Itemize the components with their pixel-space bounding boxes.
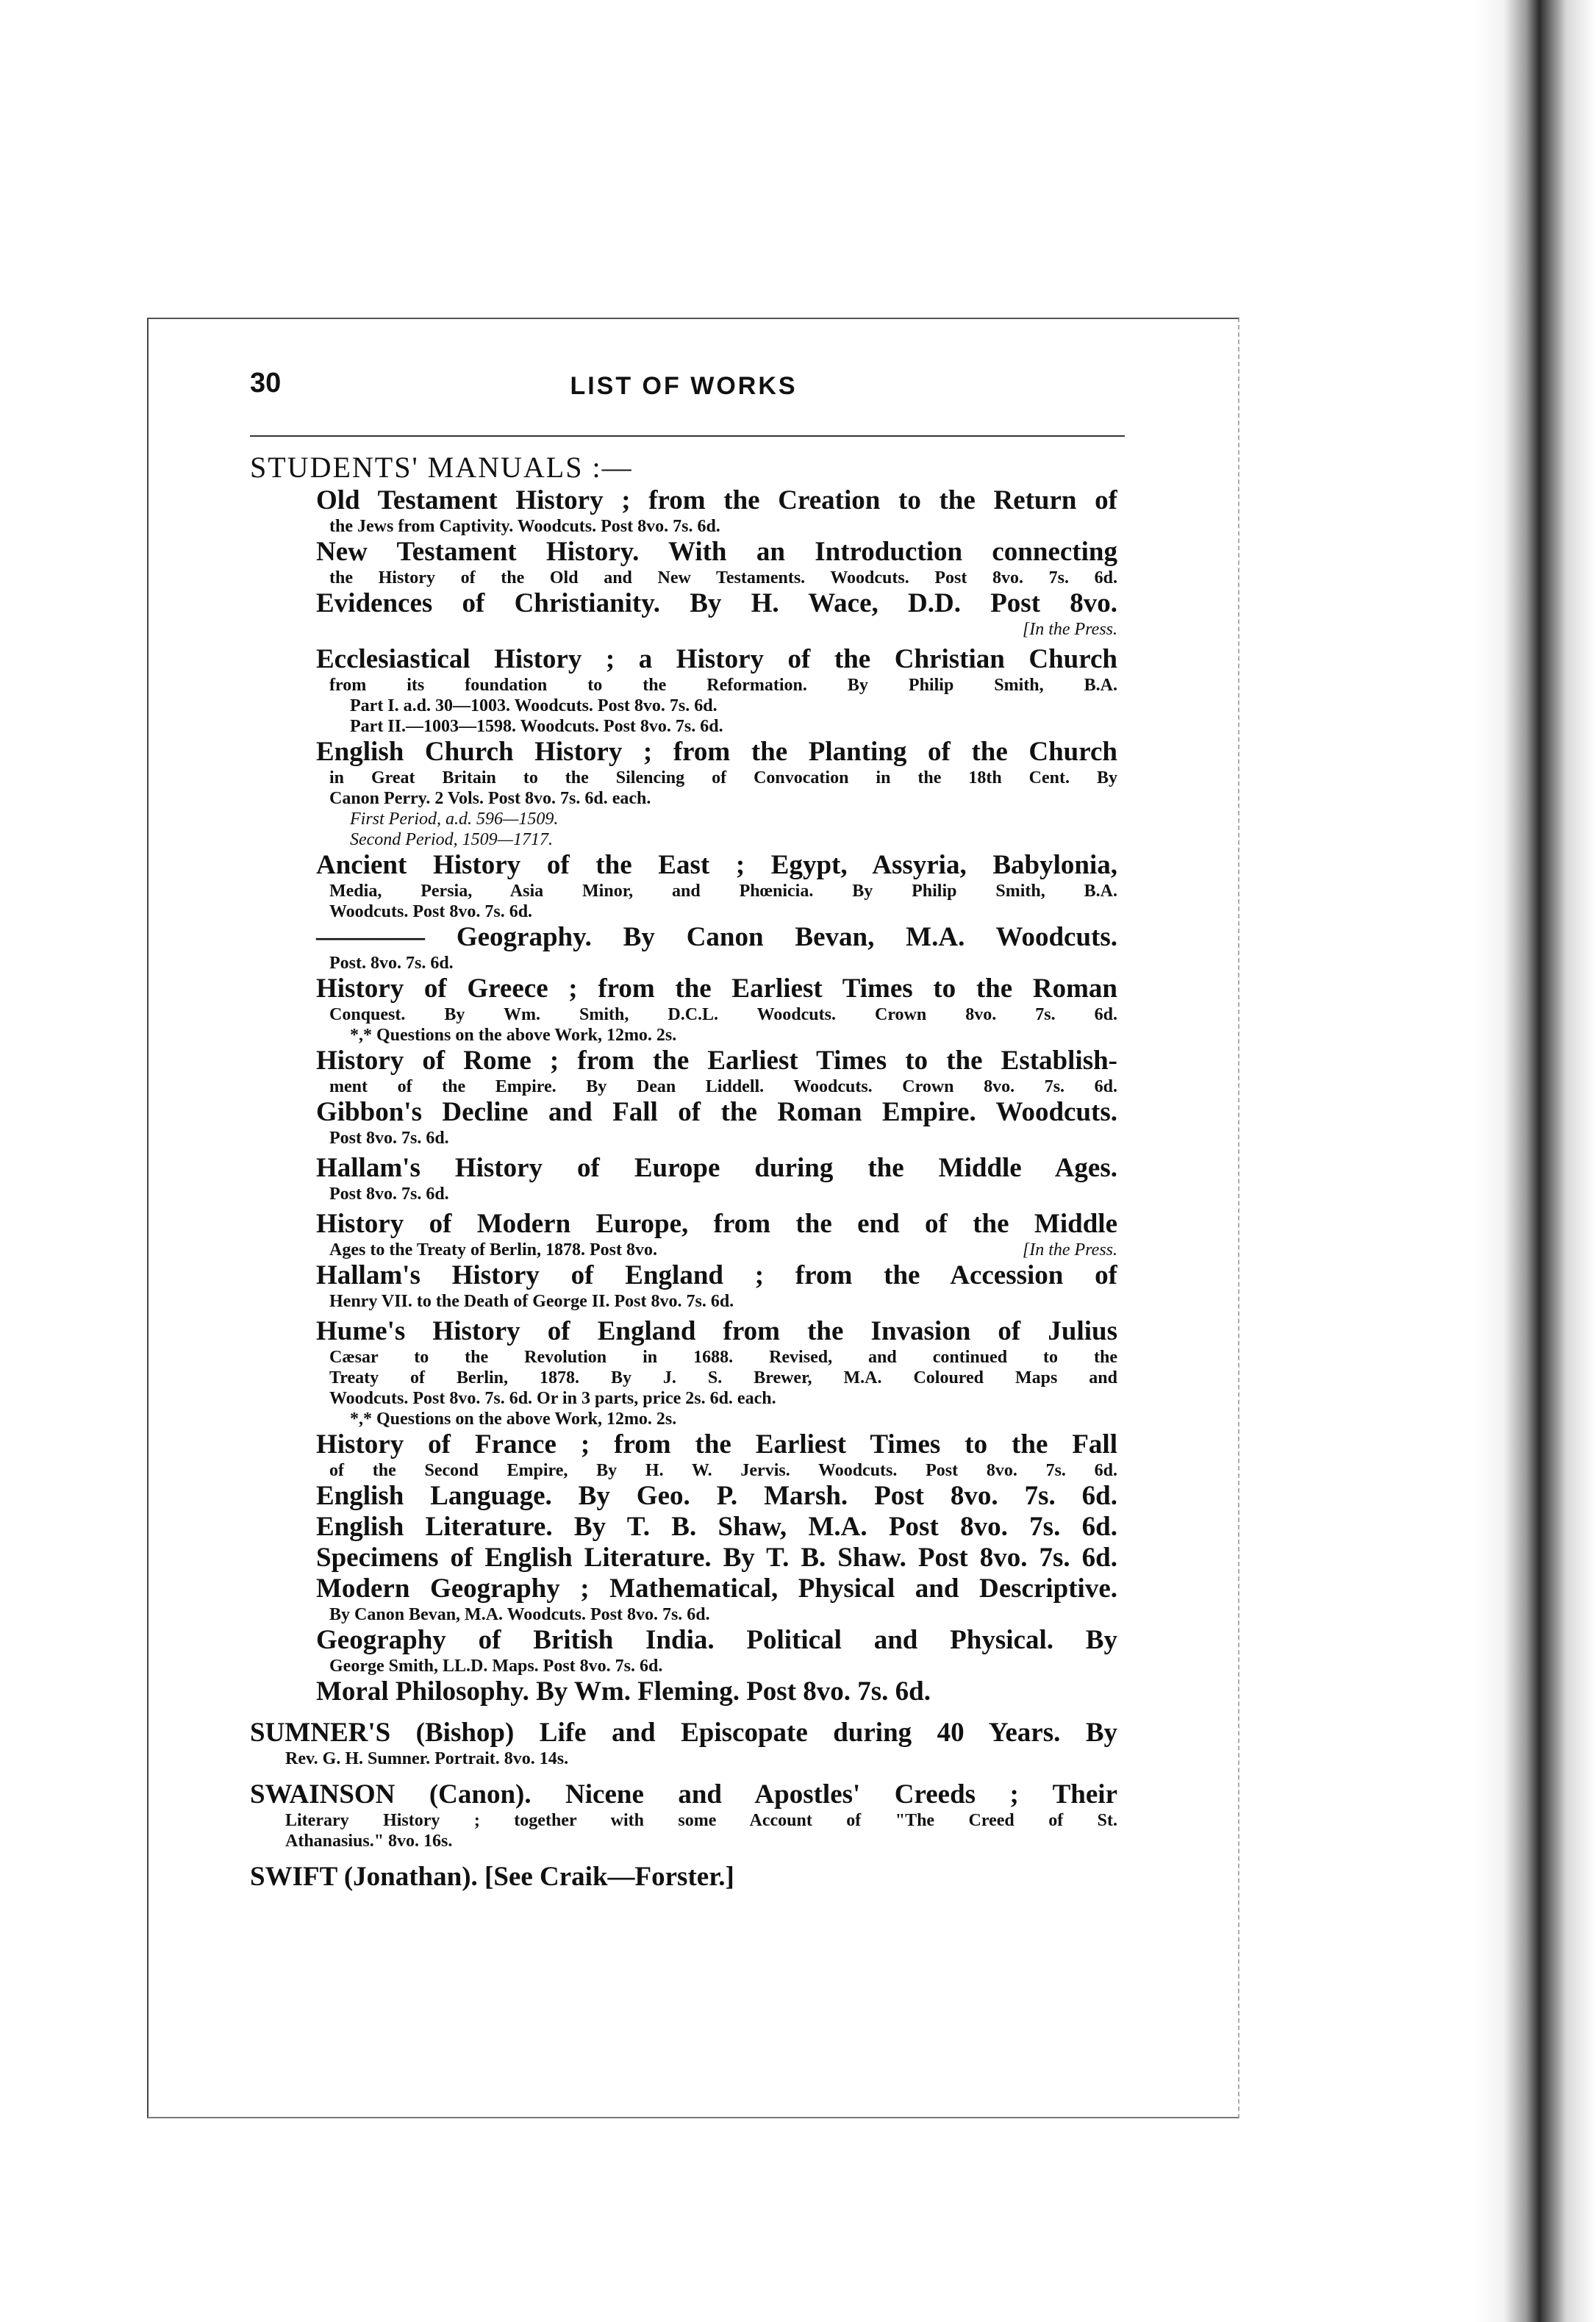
- press-note: [In the Press.: [1022, 620, 1117, 639]
- line-text: Modern Geography ; Mathematical, Physical and Descriptive.: [316, 1573, 1117, 1604]
- line-text: ment of the Empire. By Dean Liddell. Woodcuts. Crown 8vo. 7s. 6d.: [329, 1077, 1117, 1096]
- entry-detail-line: [250, 1460, 1117, 1481]
- entry-title-line: [250, 1718, 1117, 1748]
- entry-title-line: [250, 1512, 1117, 1543]
- line-text: Gibbon's Decline and Fall of the Roman Empire. Woodcuts.: [316, 1097, 1117, 1127]
- line-text: Literary History ; together with some Account of "The Creed of St.: [285, 1811, 1117, 1830]
- line-text: the Jews from Captivity. Woodcuts. Post 8vo. 7s. 6d.: [329, 517, 720, 536]
- entry-detail-line: [250, 809, 1117, 829]
- catalogue-entries: [250, 485, 1117, 1893]
- line-text: Media, Persia, Asia Minor, and Phœnicia. By Philip Smith, B.A.: [329, 882, 1117, 901]
- entry-detail-line: [250, 768, 1117, 788]
- page-number: 30: [250, 368, 282, 399]
- entry-detail-line: [250, 1291, 1117, 1312]
- line-text: Athanasius." 8vo. 16s.: [285, 1832, 453, 1851]
- line-text: Second Period, 1509—1717.: [350, 830, 553, 849]
- entry-detail-line: [250, 516, 1117, 537]
- entry-detail-line: [250, 1748, 1117, 1769]
- line-text: the History of the Old and New Testaments. Woodcuts. Post 8vo. 7s. 6d.: [329, 568, 1117, 587]
- line-text: Woodcuts. Post 8vo. 7s. 6d.: [329, 902, 533, 921]
- entry-title-line: [250, 922, 1117, 953]
- line-text: Post 8vo. 7s. 6d.: [329, 1185, 449, 1204]
- entry-detail-line: [250, 1409, 1117, 1429]
- line-text: Moral Philosophy. By Wm. Fleming. Post 8vo. 7s. 6d.: [316, 1676, 931, 1707]
- entry-detail-line: [250, 619, 1117, 640]
- entry-detail-line: [250, 953, 1117, 974]
- entry-detail-line: [250, 568, 1117, 588]
- entry-title-line: [250, 1429, 1117, 1460]
- line-text: Post 8vo. 7s. 6d.: [329, 1129, 449, 1148]
- entry-title-line: [250, 1209, 1117, 1240]
- header-rule: [250, 435, 1125, 437]
- line-text: Treaty of Berlin, 1878. By J. S. Brewer, M.A. Coloured Maps and: [329, 1368, 1117, 1387]
- line-text: History of France ; from the Earliest Times to the Fall: [316, 1429, 1117, 1460]
- line-text: History of Greece ; from the Earliest Times to the Roman: [316, 974, 1117, 1004]
- line-text: English Church History ; from the Planting of the Church: [316, 737, 1117, 767]
- line-text: Hallam's History of Europe during the Middle Ages.: [316, 1153, 1117, 1183]
- entry-detail-line: [250, 716, 1117, 737]
- entry-title-line: [250, 1543, 1117, 1573]
- line-text: from its foundation to the Reformation. By Philip Smith, B.A.: [329, 676, 1117, 695]
- entry-detail-line: [250, 1076, 1117, 1097]
- entry-title-line: [250, 1097, 1117, 1128]
- line-text: Cæsar to the Revolution in 1688. Revised, and continued to the: [329, 1348, 1117, 1367]
- line-text: in Great Britain to the Silencing of Convocation in the 18th Cent. By: [329, 768, 1117, 787]
- line-text: SUMNER'S (Bishop) Life and Episcopate during 40 Years. By: [250, 1718, 1117, 1748]
- line-text: Evidences of Christianity. By H. Wace, D.D. Post 8vo.: [316, 588, 1117, 618]
- line-text: Henry VII. to the Death of George II. Post 8vo. 7s. 6d.: [329, 1292, 734, 1311]
- entry-title-line: [250, 644, 1117, 675]
- line-text: Canon Perry. 2 Vols. Post 8vo. 7s. 6d. each.: [329, 789, 651, 808]
- entry-detail-line: [250, 1347, 1117, 1368]
- entry-title-line: [250, 737, 1117, 768]
- line-text: George Smith, LL.D. Maps. Post 8vo. 7s. 6d.: [329, 1657, 663, 1676]
- entry-title-line: [250, 1676, 1117, 1707]
- line-text: Part I. a.d. 30—1003. Woodcuts. Post 8vo. 7s. 6d.: [350, 696, 718, 715]
- entry-title-line: [250, 1573, 1117, 1604]
- line-text: Part II.—1003—1598. Woodcuts. Post 8vo. 7s. 6d.: [350, 717, 723, 736]
- entry-title-line: [250, 850, 1117, 881]
- entry-detail-line: [250, 881, 1117, 901]
- line-text: English Language. By Geo. P. Marsh. Post 8vo. 7s. 6d.: [316, 1481, 1117, 1511]
- line-text: SWAINSON (Canon). Nicene and Apostles' Creeds ; Their: [250, 1779, 1117, 1810]
- entry-detail-line: [250, 1656, 1117, 1676]
- entry-title-line: [250, 1481, 1117, 1512]
- line-text: *,* Questions on the above Work, 12mo. 2s.: [350, 1410, 677, 1429]
- section-heading: STUDENTS' MANUALS :—: [250, 451, 633, 484]
- line-text: SWIFT (Jonathan). [See Craik—Forster.]: [250, 1862, 734, 1892]
- line-text: Old Testament History ; from the Creation to the Return of: [316, 485, 1117, 515]
- line-text: English Literature. By T. B. Shaw, M.A. Post 8vo. 7s. 6d.: [316, 1512, 1117, 1542]
- entry-title-line: [250, 588, 1117, 619]
- entry-title-line: [250, 1046, 1117, 1076]
- entry-title-line: [250, 1153, 1117, 1184]
- line-text: Ages to the Treaty of Berlin, 1878. Post 8vo.: [329, 1240, 657, 1260]
- line-text: of the Second Empire, By H. W. Jervis. Woodcuts. Post 8vo. 7s. 6d.: [329, 1461, 1117, 1480]
- entry-detail-line: [250, 1128, 1117, 1149]
- book-spine-shadow: [1475, 0, 1596, 2322]
- line-text: By Canon Bevan, M.A. Woodcuts. Post 8vo. 7s. 6d.: [329, 1605, 710, 1624]
- running-head: [250, 368, 1117, 419]
- catalogue-page: [250, 368, 1117, 1893]
- page-title: LIST OF WORKS: [570, 372, 798, 400]
- line-text: History of Rome ; from the Earliest Times to the Establish-: [316, 1046, 1117, 1076]
- line-text: Hume's History of England from the Invasion of Julius: [316, 1316, 1117, 1346]
- entry-detail-line: [250, 1025, 1117, 1046]
- entry-detail-line: [250, 675, 1117, 696]
- entry-detail-line: [250, 1810, 1117, 1831]
- line-text: Conquest. By Wm. Smith, D.C.L. Woodcuts. Crown 8vo. 7s. 6d.: [329, 1005, 1117, 1024]
- entry-detail-line: [250, 901, 1117, 922]
- entry-title-line: [250, 485, 1117, 516]
- entry-detail-line: [250, 1604, 1117, 1625]
- entry-detail-line: [250, 1368, 1117, 1388]
- line-text: Rev. G. H. Sumner. Portrait. 8vo. 14s.: [285, 1749, 569, 1768]
- line-text: Geography of British India. Political and Physical. By: [316, 1625, 1117, 1655]
- entry-detail-line: [250, 1184, 1117, 1204]
- entry-title-line: [250, 537, 1117, 568]
- entry-detail-line: [250, 696, 1117, 716]
- line-text: Post. 8vo. 7s. 6d.: [329, 954, 454, 973]
- entry-title-line: [250, 974, 1117, 1004]
- line-text: New Testament History. With an Introduction connecting: [316, 537, 1117, 567]
- line-text: History of Modern Europe, from the end of the Middle: [316, 1209, 1117, 1239]
- press-note: [In the Press.: [1022, 1240, 1117, 1260]
- line-text: Ancient History of the East ; Egypt, Assyria, Babylonia,: [316, 850, 1117, 880]
- line-text: Hallam's History of England ; from the Accession of: [316, 1260, 1117, 1290]
- entry-title-line: [250, 1862, 1117, 1893]
- line-text: Specimens of English Literature. By T. B. Shaw. Post 8vo. 7s. 6d.: [316, 1543, 1117, 1573]
- line-text: ———— Geography. By Canon Bevan, M.A. Woodcuts.: [316, 922, 1117, 952]
- entry-detail-line: [250, 829, 1117, 850]
- entry-title-line: [250, 1779, 1117, 1810]
- entry-detail-line: [250, 788, 1117, 809]
- entry-detail-line: [250, 1004, 1117, 1025]
- entry-title-line: [250, 1316, 1117, 1347]
- line-text: Ecclesiastical History ; a History of the Christian Church: [316, 644, 1117, 674]
- entry-detail-line: [250, 1388, 1117, 1409]
- line-text: First Period, a.d. 596—1509.: [350, 810, 559, 829]
- line-text: *,* Questions on the above Work, 12mo. 2s.: [350, 1026, 677, 1045]
- entry-detail-line: [250, 1240, 1117, 1260]
- entry-detail-line: [250, 1831, 1117, 1851]
- line-text: Woodcuts. Post 8vo. 7s. 6d. Or in 3 parts, price 2s. 6d. each.: [329, 1389, 776, 1408]
- entry-title-line: [250, 1260, 1117, 1291]
- entry-title-line: [250, 1625, 1117, 1656]
